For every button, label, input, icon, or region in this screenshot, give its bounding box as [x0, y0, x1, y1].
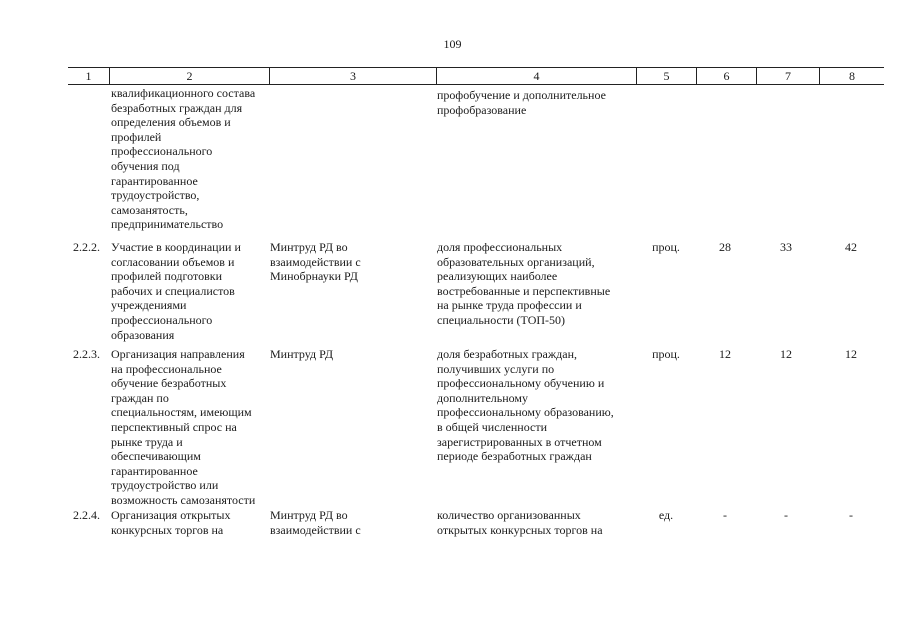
row-value-col6: 12 — [719, 347, 731, 361]
row-executor: Минтруд РД — [270, 347, 334, 361]
table-header — [68, 67, 884, 85]
header-col-2: 2 — [109, 68, 269, 84]
row-unit: проц. — [652, 347, 680, 361]
row-value-col6: 28 — [719, 240, 731, 254]
row-number: 2.2.2. — [73, 240, 100, 254]
row-number: 2.2.3. — [73, 347, 100, 361]
row-indicator: доля профессиональных образовательных организаций, реализующих наиболее востребованные и перспективные на рынке труда профессии и специальности (ТОП-50) — [437, 240, 611, 327]
row-measure: Организация направления на профессиональное обучение безработных граждан по специальностям, имеющим перспективный спрос на рынке труда и обеспечивающим гарантированное трудоустройство или возможность самозанятости — [111, 347, 256, 507]
row-executor: Минтруд РД во взаимодействии с — [270, 508, 361, 537]
row-value-col8: - — [849, 508, 853, 522]
header-col-1: 1 — [85, 69, 92, 83]
row-indicator: доля безработных граждан, получивших услуги по профессиональному обучению и дополнительному профессиональному образованию, в общей численности зарегистрированных в отчетном периоде безработных граждан — [437, 347, 614, 464]
header-col-5: 5 — [636, 68, 696, 84]
row-value-col7: - — [784, 508, 788, 522]
row-value-col7: 12 — [780, 347, 792, 361]
row-value-col8: 12 — [845, 347, 857, 361]
row-number: 2.2.4. — [73, 508, 100, 522]
row-measure: Участие в координации и согласовании объемов и профилей подготовки рабочих и специалистов учреждениями профессионального образования — [111, 240, 241, 342]
row-indicator: количество организованных открытых конкурсных торгов на — [437, 508, 603, 537]
header-col-3: 3 — [269, 68, 436, 84]
row-executor: Минтруд РД во взаимодействии с Минобрнауки РД — [270, 240, 361, 284]
row-value-col7: 33 — [780, 240, 792, 254]
row-unit: проц. — [652, 240, 680, 254]
header-col-6: 6 — [696, 68, 756, 84]
row-unit: ед. — [658, 508, 674, 522]
row-indicator: профобучение и дополнительное профобразование — [437, 88, 606, 117]
row-measure: квалификационного состава безработных граждан для определения объемов и профилей профессионального обучения под гарантированное трудоустройство, самозанятость, предпринимательство — [111, 86, 256, 232]
row-measure: Организация открытых конкурсных торгов на — [111, 508, 231, 537]
page-number: 109 — [443, 37, 462, 51]
header-col-4: 4 — [436, 68, 636, 84]
row-value-col8: 42 — [845, 240, 857, 254]
header-col-8: 8 — [819, 68, 884, 84]
header-col-7: 7 — [756, 68, 819, 84]
row-value-col6: - — [723, 508, 727, 522]
